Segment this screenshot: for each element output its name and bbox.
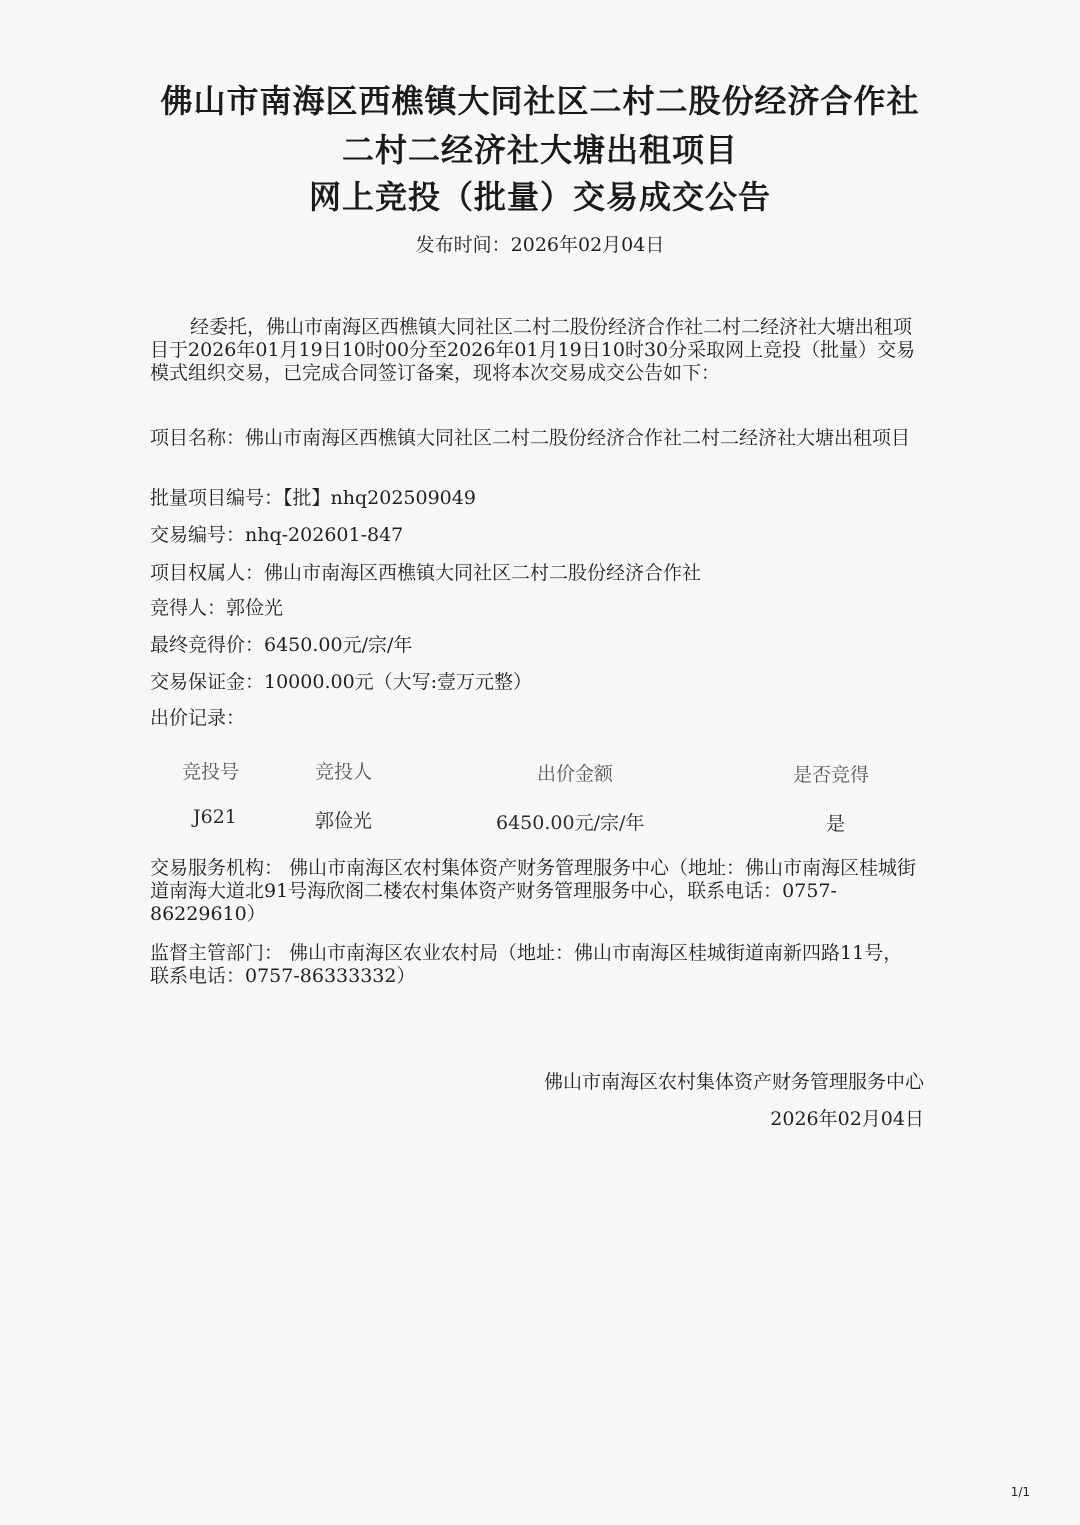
batch-number-field: 批量项目编号：【批】nhq202509049 [150, 487, 476, 509]
publish-time: 发布时间：2026年02月04日 [415, 234, 665, 256]
table-cell-bid-no: J621 [193, 806, 237, 828]
intro-paragraph: 经委托，佛山市南海区西樵镇大同社区二村二股份经济合作社二村二经济社大塘出租项目于2026年01月19日10时00分至2026年01月19日10时30分采取网上竞投（批量）交易模式组织交易，已完成合同签订备案，现将本次交易成交公告如下： [150, 316, 916, 384]
project-name-field: 项目名称：佛山市南海区西樵镇大同社区二村二股份经济合作社二村二经济社大塘出租项目 [150, 427, 911, 449]
signature-date: 2026年02月04日 [770, 1108, 924, 1130]
deposit-field: 交易保证金：10000.00元（大写:壹万元整） [150, 671, 533, 693]
document-title-line-3: 网上竞投（批量）交易成交公告 [308, 178, 771, 216]
owner-field: 项目权属人：佛山市南海区西樵镇大同社区二村二股份经济合作社 [150, 562, 702, 584]
bid-record-label: 出价记录： [150, 707, 246, 729]
document-title-line-1: 佛山市南海区西樵镇大同社区二村二股份经济合作社 [160, 82, 920, 120]
final-price-field: 最终竞得价：6450.00元/宗/年 [150, 634, 413, 656]
table-header-won: 是否竞得 [793, 764, 870, 786]
page-number: 1/1 [1010, 1485, 1030, 1499]
signature-org: 佛山市南海区农村集体资产财务管理服务中心 [543, 1071, 924, 1093]
service-org-field: 交易服务机构： 佛山市南海区农村集体资产财务管理服务中心（地址：佛山市南海区桂城街道南海大道北91号海欣阁二楼农村集体资产财务管理服务中心，联系电话：0757-86229610） [150, 857, 917, 925]
trade-number-field: 交易编号：nhq-202601-847 [150, 524, 404, 546]
table-header-bidder: 竞投人 [315, 761, 373, 783]
table-cell-amount: 6450.00元/宗/年 [496, 812, 645, 834]
supervisor-field: 监督主管部门： 佛山市南海区农业农村局（地址：佛山市南海区桂城街道南新四路11号，联系电话：0757-86333332） [150, 942, 903, 987]
table-cell-won: 是 [826, 813, 846, 835]
document-title-line-2: 二村二经济社大塘出租项目 [341, 131, 738, 169]
winner-field: 竞得人：郭俭光 [150, 597, 284, 619]
table-cell-bidder: 郭俭光 [315, 810, 373, 832]
table-header-bid-no: 竞投号 [182, 761, 240, 783]
table-header-amount: 出价金额 [537, 763, 614, 785]
